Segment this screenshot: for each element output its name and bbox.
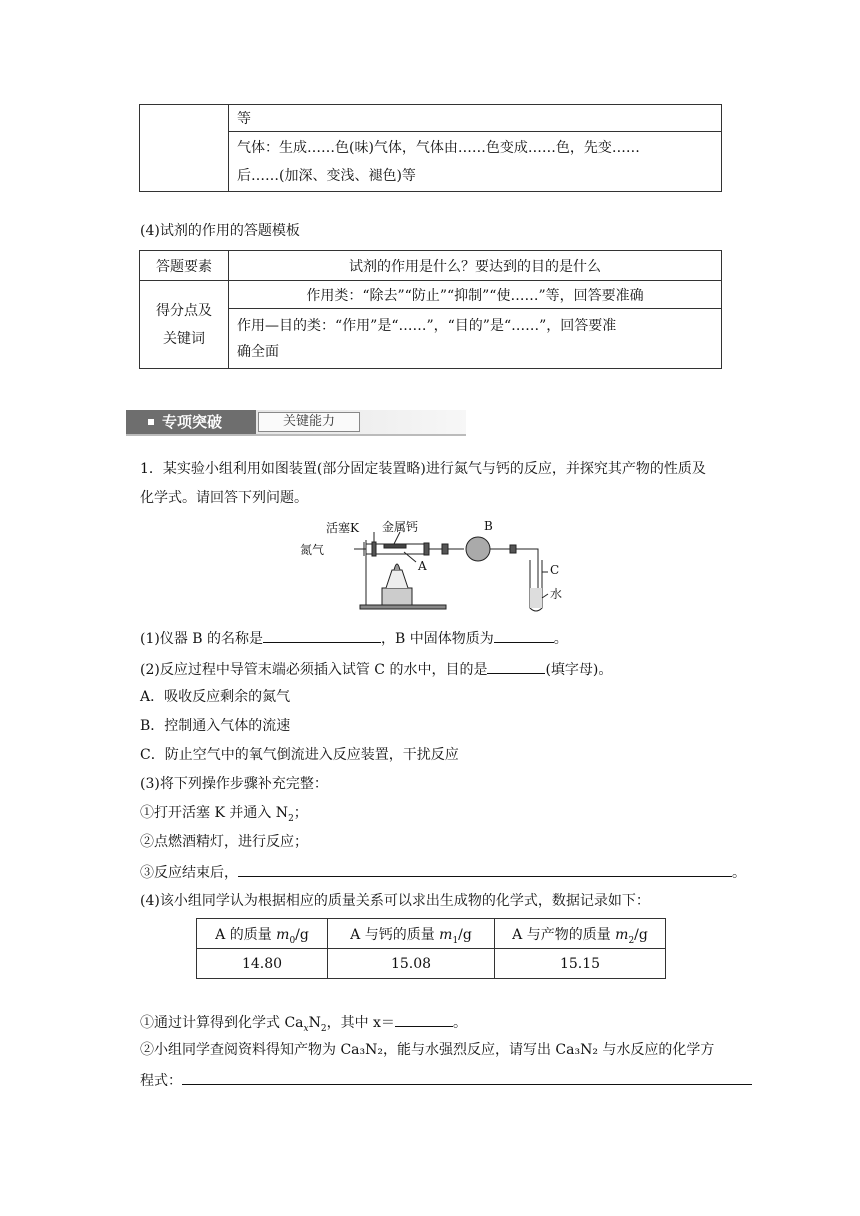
q2: (2)反应过程中导管末端必须插入试管 C 的水中，目的是 (填字母)。 (140, 659, 612, 679)
step-2: ②点燃酒精灯，进行反应； (140, 834, 308, 850)
value-m2: 15.15 (495, 949, 666, 979)
q1: (1)仪器 B 的名称是 ，B 中固体物质为 。 (140, 628, 568, 648)
step-1: ①打开活塞 K 并通入 $N_2$； (140, 805, 308, 824)
table-header-left: 答题要素 (140, 251, 229, 281)
option-c: C．防止空气中的氧气倒流进入反应装置，干扰反应 (140, 747, 459, 763)
label-a: A (418, 559, 427, 573)
answer-blank-q2[interactable] (487, 659, 545, 674)
banner-sub (256, 410, 466, 434)
q4-part2-line2: 程式： (140, 1070, 752, 1090)
table-row-action: 作用类：“除去”“防止”“抑制”“使……”等，回答要准确 (229, 281, 722, 309)
banner-rule (126, 434, 466, 436)
answer-blank-equation[interactable] (182, 1070, 752, 1085)
answer-blank-b-solid[interactable] (494, 628, 554, 643)
reagent-template-table (139, 250, 722, 369)
mass-data-table (196, 918, 666, 979)
header-m1: A 与钙的质量 $m_1/g$ (328, 919, 495, 949)
step-3: ③反应结束后， 。 (140, 862, 746, 882)
q3: (3)将下列操作步骤补充完整： (140, 776, 328, 792)
header-m0: A 的质量 $m_0/g$ (197, 919, 328, 949)
apparatus-figure (296, 516, 566, 616)
table-header-right: 试剂的作用是什么？要达到的目的是什么 (229, 251, 722, 281)
section-banner (126, 410, 256, 434)
value-m1: 15.08 (328, 949, 495, 979)
label-metal: 金属钙 (382, 520, 419, 534)
square-bullet-icon (148, 419, 154, 425)
section4-heading: (4)试剂的作用的答题模板 (140, 223, 300, 239)
answer-blank-x[interactable] (395, 1012, 453, 1027)
q4-part1: ①通过计算得到化学式 $Ca_xN_2$，其中 x＝ 。 (140, 1012, 467, 1032)
label-c: C (550, 563, 560, 577)
header-m2: A 与产物的质量 $m_2/g$ (495, 919, 666, 949)
top-table-row1: 等 (229, 105, 722, 132)
value-m0: 14.80 (197, 949, 328, 979)
option-a: A．吸收反应剩余的氮气 (140, 689, 291, 705)
q4: (4)该小组同学认为根据相应的质量关系可以求出生成物的化学式，数据记录如下： (140, 893, 650, 909)
label-b: B (484, 519, 493, 533)
banner-subtitle: 关键能力 (258, 412, 360, 432)
label-gas: 氮气 (300, 543, 325, 557)
answer-blank-b-name[interactable] (263, 628, 381, 643)
top-table-row2: 气体：生成……色(味)气体，气体由……色变成……色，先变…… 后……(加深、变浅、褪色)等 (229, 132, 722, 192)
label-water: 水 (550, 587, 563, 601)
q4-part2-line1: ②小组同学查阅资料得知产物为 Ca₃N₂，能与水强烈反应，请写出 Ca₃N₂ 与水反应的化学方 (140, 1042, 715, 1058)
option-b: B．控制通入气体的流速 (140, 718, 291, 734)
banner-title: 专项突破 (162, 413, 223, 431)
table-left-label: 得分点及 关键词 (140, 281, 229, 369)
answer-blank-step3[interactable] (238, 862, 732, 877)
table-row-purpose: 作用—目的类：“作用”是“……”，“目的”是“……”，回答要准 确全面 (229, 309, 722, 369)
label-valve: 活塞K (326, 521, 359, 535)
top-table-left-cell (140, 105, 229, 192)
question-intro-1: 1．某实验小组利用如图装置(部分固定装置略)进行氮气与钙的反应，并探究其产物的性质及 (140, 461, 706, 477)
top-table (139, 104, 722, 192)
question-intro-2: 化学式。请回答下列问题。 (140, 490, 308, 506)
